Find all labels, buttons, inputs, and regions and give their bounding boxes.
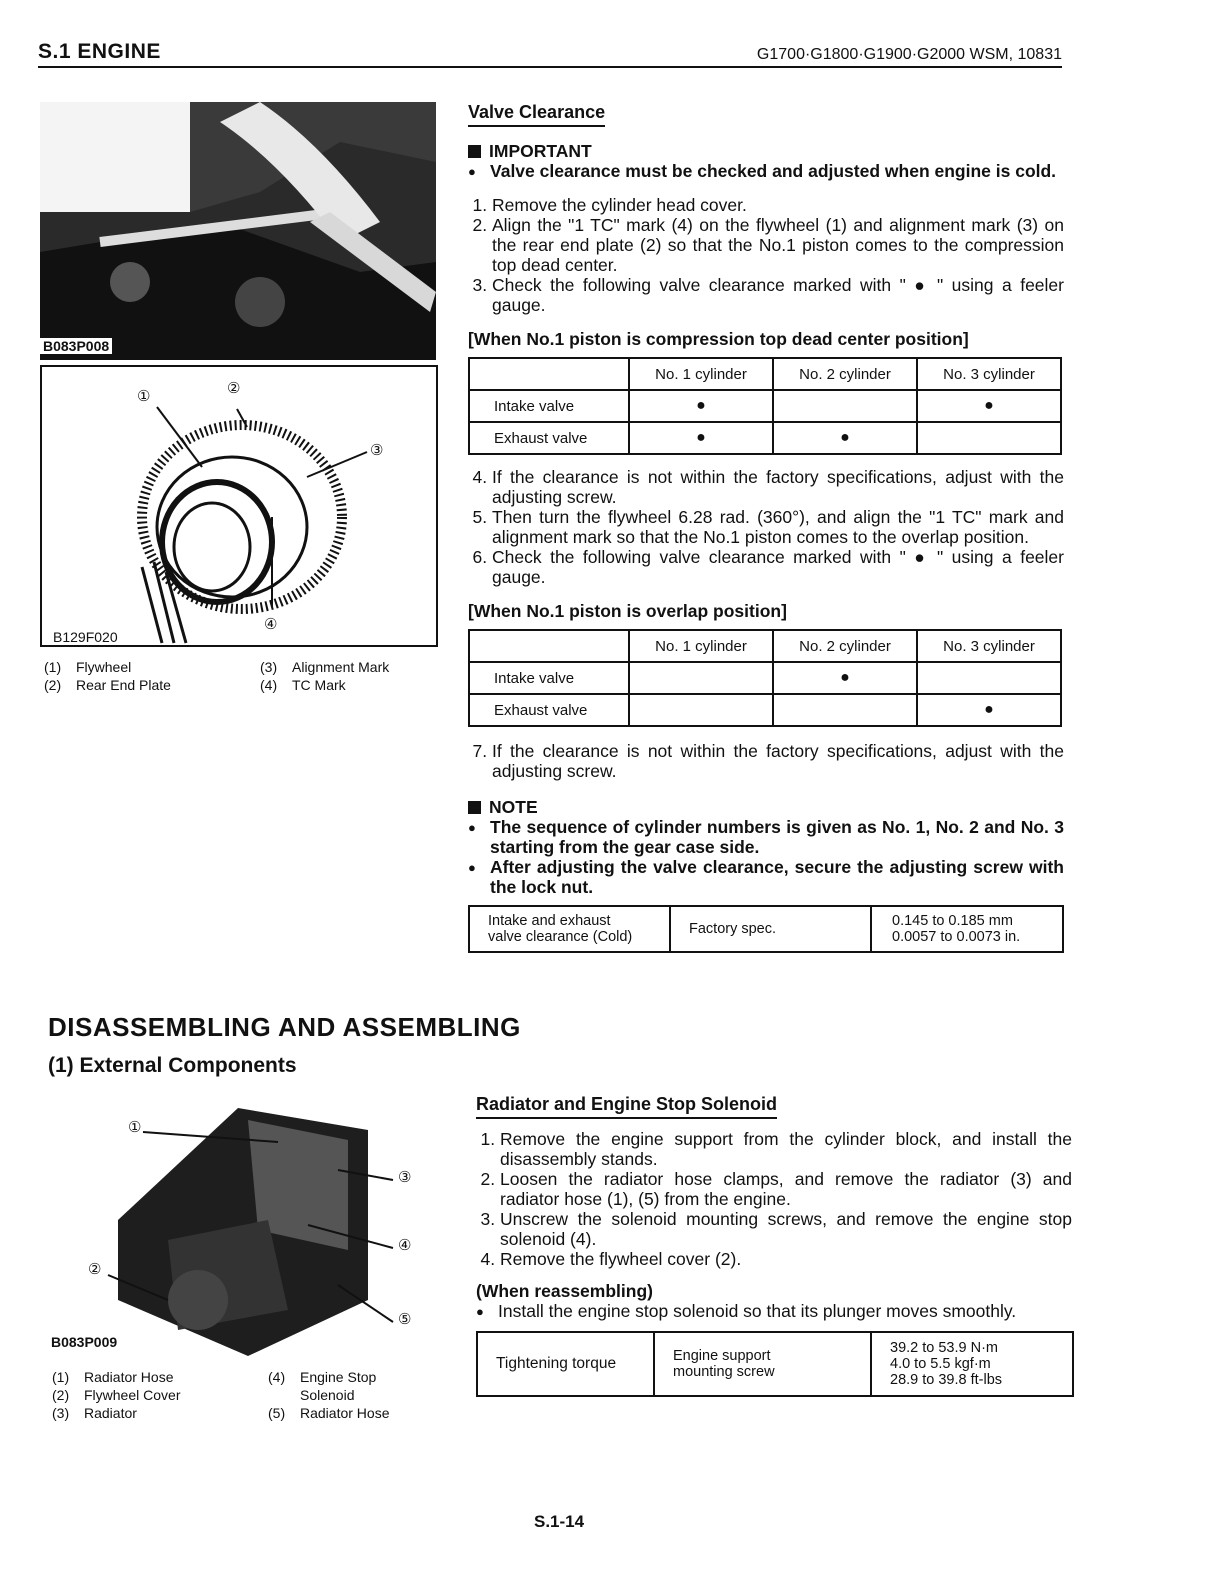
steps-b [468,467,1064,587]
legend-num: (1) [44,659,62,675]
valve-title: Valve Clearance [468,102,605,127]
legend-num [268,1386,300,1404]
important-list [468,161,1064,181]
flywheel-drawing-art [42,367,436,645]
spec-item: Engine support mounting screw [654,1332,871,1396]
valve-clearance-section [468,102,1064,953]
radiator-title: Radiator and Engine Stop Solenoid [476,1094,777,1119]
photo-1-label: B083P008 [40,338,112,354]
row-label: Intake valve [469,390,629,422]
reassembling-list [476,1301,1072,1321]
callout-1: ① [137,388,151,405]
step-item: 3. Unscrew the solenoid mounting screws, and remove the engine stop solenoid (4). [500,1209,1072,1249]
callout-5: ⑤ [398,1311,412,1328]
note-heading: NOTE [468,797,1064,817]
spec-value: 39.2 to 53.9 N·m 4.0 to 5.5 kgf·m 28.9 to 39.8 ft-lbs [871,1332,1073,1396]
table-2-title: [When No.1 piston is overlap position] [468,601,787,621]
page-number: S.1-14 [534,1512,585,1531]
engine-photo-2 [48,1100,428,1356]
reassembling-item: ● Install the engine stop solenoid so that its plunger moves smoothly. [498,1301,1072,1321]
drawing-1-label: B129F020 [50,629,121,645]
note-item: ● The sequence of cylinder numbers is given as No. 1, No. 2 and No. 3 starting from the gear case side. [490,817,1064,857]
reassembling-title: (When reassembling) [476,1281,653,1301]
step-item: 4. If the clearance is not within the factory specifications, adjust with the adjusting screw. [492,467,1064,507]
engine-photo-1-art [40,102,436,360]
legend-label: Engine Stop [300,1369,377,1385]
table-cell: ● [629,390,773,422]
table-cell: ● [917,390,1061,422]
col-header: No. 3 cylinder [917,358,1061,390]
note-list [468,817,1064,897]
row-label: Exhaust valve [469,694,629,726]
table-cell: ● [629,422,773,454]
step-item: 2. Align the "1 TC" mark (4) on the flywheel (1) and alignment mark (3) on the rear end plate (2) so that the No.1 piston comes to the compression top dead center. [492,215,1064,275]
step-item: 5. Then turn the flywheel 6.28 rad. (360°), and align the "1 TC" mark and alignment mark so that the No.1 piston comes to the overlap position. [492,507,1064,547]
legend-label: Flywheel Cover [84,1387,181,1403]
flywheel-drawing [40,365,438,647]
table-cell [773,390,917,422]
col-header: No. 1 cylinder [629,630,773,662]
table-cell: ● [773,662,917,694]
legend-num: (2) [44,677,62,693]
section-title: S.1 ENGINE [38,40,161,63]
table-cell [917,662,1061,694]
legend-1 [44,658,444,694]
callout-4: ④ [264,616,278,633]
step-item: 6. Check the following valve clearance marked with " ● " using a feeler gauge. [492,547,1064,587]
col-header: No. 1 cylinder [629,358,773,390]
legend-num: (2) [52,1387,70,1403]
table-cell [773,694,917,726]
note-item: ● After adjusting the valve clearance, secure the adjusting screw with the lock nut. [490,857,1064,897]
legend-label: Rear End Plate [76,677,171,693]
spec-value: 0.145 to 0.185 mm 0.0057 to 0.0073 in. [871,906,1063,952]
col-header: No. 2 cylinder [773,358,917,390]
legend-label: Radiator Hose [84,1369,174,1385]
legend-num: (4) [268,1369,286,1385]
table-cell [629,662,773,694]
square-bullet-icon [468,145,481,158]
step-item: 7. If the clearance is not within the factory specifications, adjust with the adjusting screw. [492,741,1064,781]
radiator-steps [476,1129,1072,1269]
header-rule [38,66,1062,68]
photo-2-label: B083P009 [48,1334,120,1350]
legend-label: TC Mark [292,677,346,693]
important-item: ● Valve clearance must be checked and adjusted when engine is cold. [490,161,1064,181]
row-label: Intake valve [469,662,629,694]
manual-id: G1700·G1800·G1900·G2000 WSM, 10831 [756,46,1062,63]
engine-photo-1 [40,102,436,360]
table-2 [468,629,1062,727]
steps-a [468,195,1064,315]
callout-3: ③ [370,442,384,459]
legend-num: (1) [52,1369,70,1385]
legend-num: (5) [268,1405,286,1421]
col-header: No. 2 cylinder [773,630,917,662]
table-cell [629,694,773,726]
legend-label: Alignment Mark [292,659,390,675]
spec-kind: Factory spec. [670,906,871,952]
legend-label: Solenoid [300,1387,355,1403]
radiator-section [476,1094,1072,1397]
step-item: 3. Check the following valve clearance marked with " ● " using a feeler gauge. [492,275,1064,315]
legend-2 [52,1368,452,1422]
callout-2: ② [227,380,241,397]
legend-num: (4) [260,677,278,693]
step-item: 1. Remove the engine support from the cylinder block, and install the disassembly stands. [500,1129,1072,1169]
table-1 [468,357,1062,455]
table-corner [469,630,629,662]
callout-4: ④ [398,1237,412,1254]
legend-num: (3) [260,659,278,675]
spec-kind: Tightening torque [477,1332,654,1396]
legend-label: Radiator Hose [300,1405,390,1421]
row-label: Exhaust valve [469,422,629,454]
torque-spec-table [476,1331,1074,1397]
legend-label: Flywheel [76,659,132,675]
callout-1: ① [128,1119,142,1136]
legend-num: (3) [52,1405,70,1421]
valve-spec-table [468,905,1064,953]
step-item: 4. Remove the flywheel cover (2). [500,1249,1072,1269]
table-cell: ● [917,694,1061,726]
table-cell: ● [773,422,917,454]
callout-2: ② [88,1261,102,1278]
col-header: No. 3 cylinder [917,630,1061,662]
table-1-title: [When No.1 piston is compression top dead center position] [468,329,969,349]
external-components-title: (1) External Components [48,1054,297,1077]
callout-3: ③ [398,1169,412,1186]
engine-photo-2-art [48,1100,428,1356]
legend-label: Radiator [84,1405,137,1421]
table-cell [917,422,1061,454]
important-heading: IMPORTANT [468,141,1064,161]
step-item: 2. Loosen the radiator hose clamps, and remove the radiator (3) and radiator hose (1), (5) from the engine. [500,1169,1072,1209]
table-corner [469,358,629,390]
steps-c [468,741,1064,781]
square-bullet-icon [468,801,481,814]
step-item: 1. Remove the cylinder head cover. [492,195,1064,215]
disassembly-title: DISASSEMBLING AND ASSEMBLING [48,1012,521,1042]
spec-item: Intake and exhaust valve clearance (Cold) [469,906,670,952]
